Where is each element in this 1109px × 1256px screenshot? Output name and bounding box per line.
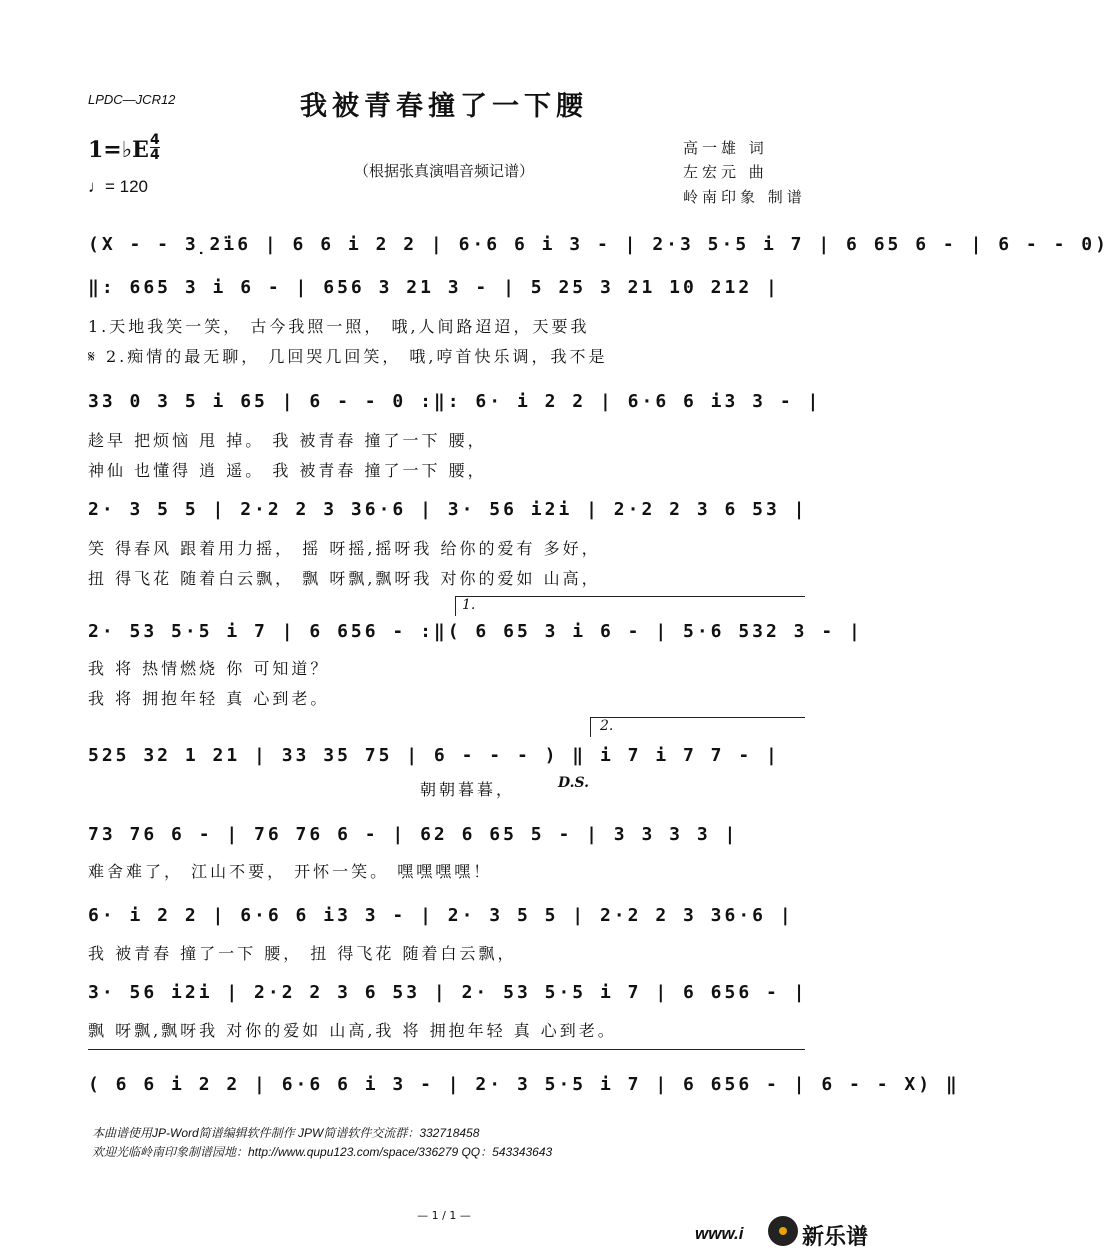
lyric-verse-1: 我 被青春 撞了一下 腰， 扭 得飞花 随着白云飘， <box>88 944 517 963</box>
volta-bracket <box>590 717 805 718</box>
notation-line: 6· i 2 2 | 6·6 6 i3 3 - | 2· 3 5 5 | 2·2 2 3 36·6 | <box>88 905 794 926</box>
time-signature <box>150 133 160 162</box>
lyric-verse-1: 趁早 把烦恼 甩 掉。 我 被青春 撞了一下 腰， <box>88 431 487 450</box>
brand-name: 新乐谱 <box>802 1225 869 1250</box>
lyric-verse-1: 难舍难了， 江山不要， 开怀一笑。 嘿嘿嘿嘿！ <box>88 862 493 881</box>
notation-line: ‖: 665 3 i 6 - | 656 3 21 3 - | 5 25 3 21 10 212 | <box>88 277 780 298</box>
notation-line: 2· 3 5 5 | 2·2 2 3 36·6 | 3· 56 i2i | 2·2 2 3 6 53 | <box>88 499 808 520</box>
score-code: LPDC—JCR12 <box>88 92 176 107</box>
tempo-mark: ♩= 120 <box>88 177 149 196</box>
lyric-verse-2: 𝄋 2.痴情的最无聊， 几回哭几回笑， 哦,哼首快乐调，我不是 <box>88 347 608 366</box>
song-title: 我被青春撞了一下腰 <box>300 91 588 122</box>
notation-line: 2· 53 5·5 i 7 | 6 656 - :‖( 6 65 3 i 6 - | 5·6 532 3 - | <box>88 621 863 642</box>
coda-bracket <box>88 1049 805 1050</box>
notation-line: 525 32 1 21 | 33 35 75 | 6 - - - ) ‖ i 7 i 7 7 - | <box>88 745 780 766</box>
volta-bracket <box>455 596 805 597</box>
lyric-verse-2: 我 将 拥抱年轻 真 心到老。 <box>88 689 330 708</box>
footer-software-note: 本曲谱使用JP-Word简谱编辑软件制作 JPW简谱软件交流群：332718458 <box>92 1126 480 1140</box>
notation-line: ( 6 6 i 2 2 | 6·6 6 i 3 - | 2· 3 5·5 i 7 | 6 656 - | 6 - - X) ‖ <box>88 1074 960 1095</box>
lyric-verse-1: 1.天地我笑一笑， 古今我照一照， 哦,人间路迢迢，天要我 <box>88 317 590 336</box>
lyric-verse-2: 扭 得飞花 随着白云飘， 飘 呀飘,飘呀我 对你的爱如 山高， <box>88 569 601 588</box>
brand-logo-center <box>779 1227 787 1235</box>
dal-segno-mark: D.S. <box>558 775 590 791</box>
volta-bracket-edge <box>455 596 456 616</box>
volta-2-label: 2. <box>600 718 614 734</box>
notation-line: 33 0 3 5 i 65 | 6 - - 0 :‖: 6· i 2 2 | 6·6 6 i3 3 - | <box>88 391 822 412</box>
lyric-verse-1: 飘 呀飘,飘呀我 对你的爱如 山高,我 将 拥抱年轻 真 心到老。 <box>88 1021 617 1040</box>
lyric-verse-1: 朝朝暮暮， <box>420 780 516 799</box>
arranger-credit: 岭南印象 制谱 <box>683 188 806 206</box>
page-number: — 1 / 1 — <box>417 1209 471 1222</box>
footer-website-note: 欢迎光临岭南印象制谱园地：http://www.qupu123.com/space/336279 QQ：543343643 <box>92 1145 553 1159</box>
brand-url: www.i <box>695 1224 744 1243</box>
key-signature: 1=♭E <box>88 137 149 163</box>
volta-bracket-edge <box>590 717 591 737</box>
subtitle: （根据张真演唱音频记谱） <box>353 162 534 180</box>
composer-credit: 左宏元 曲 <box>683 163 768 181</box>
volta-1-label: 1. <box>462 597 476 613</box>
lyric-verse-1: 笑 得春风 跟着用力摇， 摇 呀摇,摇呀我 给你的爱有 多好， <box>88 539 601 558</box>
notation-line: 73 76 6 - | 76 76 6 - | 62 6 65 5 - | 3 3 3 3 | <box>88 824 739 845</box>
lyricist-credit: 高一雄 词 <box>683 139 768 157</box>
meter-top: 4 <box>150 132 160 148</box>
lyric-verse-2: 神仙 也懂得 逍 遥。 我 被青春 撞了一下 腰， <box>88 461 487 480</box>
meter-bottom: 4 <box>150 147 160 163</box>
notation-line: 3· 56 i2i | 2·2 2 3 6 53 | 2· 53 5·5 i 7 | 6 656 - | <box>88 982 808 1003</box>
notation-line: (X - - 3̣2̇i6 | 6 6 i 2 2 | 6·6 6 i 3 - | 2·3 5·5 i 7 | 6 65 6 - | 6 - - 0) <box>88 234 1109 255</box>
lyric-verse-1: 我 将 热情燃烧 你 可知道？ <box>88 659 330 678</box>
